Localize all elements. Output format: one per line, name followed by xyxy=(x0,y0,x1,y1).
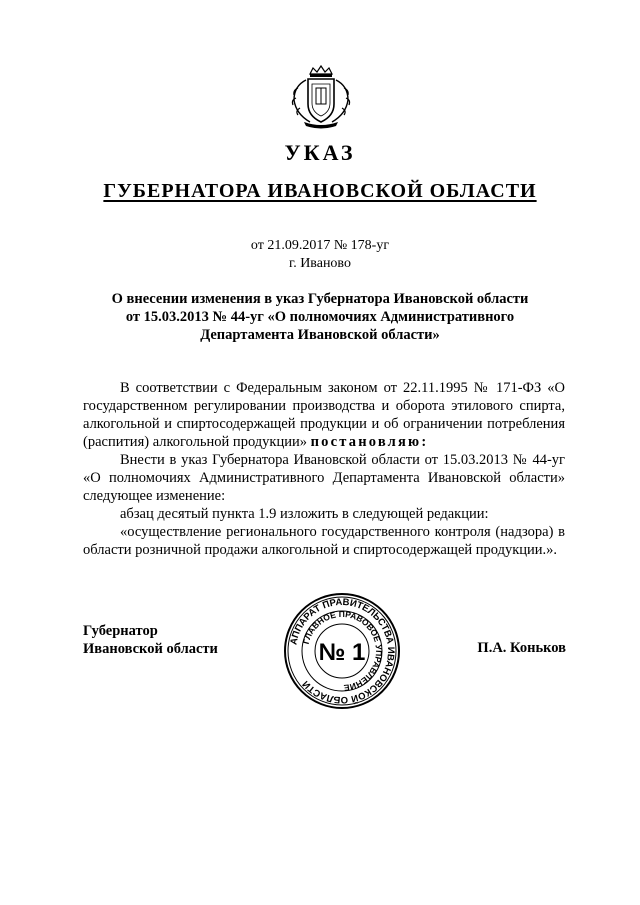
body-paragraph xyxy=(83,379,565,451)
official-seal-stamp xyxy=(283,592,401,710)
coat-of-arms-emblem xyxy=(286,64,356,130)
date-and-number: от 21.09.2017 № 178-уг xyxy=(250,238,390,253)
issuer-title: ГУБЕРНАТОРА ИВАНОВСКОЙ ОБЛАСТИ xyxy=(103,180,537,202)
seal-inner-text: ГЛАВНОЕ ПРАВОВОЕ УПРАВЛЕНИЕ xyxy=(300,608,385,694)
seal-outer-text: АППАРАТ ПРАВИТЕЛЬСТВА ИВАНОВСКОЙ ОБЛАСТИ xyxy=(288,596,397,706)
city: г. Иваново xyxy=(289,256,351,271)
subject-line: Департамента Ивановской области» xyxy=(200,327,440,343)
body-paragraph: Внести в указ Губернатора Ивановской области от 15.03.2013 № 44-уг «О полномочиях Административного Департамента Ивановской области» следующее изменение: xyxy=(83,452,565,504)
body-paragraph: «осуществление регионального государственного контроля (надзора) в области розничной продажи алкогольной и спиртосодержащей продукции.». xyxy=(83,524,565,558)
signatory-position xyxy=(83,622,218,658)
body-paragraph: абзац десятый пункта 1.9 изложить в следующей редакции: xyxy=(120,506,489,522)
preamble-text: В соответствии с Федеральным законом от 22.11.1995 № 171-ФЗ «О государственном регулировании производства и оборота этилового спирта, алкогольной и спиртосодержащей продукции и об ограничении потребления (распития) алкогольной продукции» xyxy=(83,380,565,450)
position-line: Губернатор xyxy=(83,623,158,639)
document-subject xyxy=(60,290,580,344)
seal-number: № 1 xyxy=(318,639,366,666)
signatory-name: П.А. Коньков xyxy=(477,640,566,656)
resolve-word: постановляю: xyxy=(310,434,429,450)
document-type-title: УКАЗ xyxy=(284,140,356,165)
document-body xyxy=(83,379,565,559)
subject-line: О внесении изменения в указ Губернатора Ивановской области xyxy=(111,291,529,307)
subject-line: от 15.03.2013 № 44-уг «О полномочиях Административного xyxy=(125,309,515,325)
position-line: Ивановской области xyxy=(83,641,218,657)
